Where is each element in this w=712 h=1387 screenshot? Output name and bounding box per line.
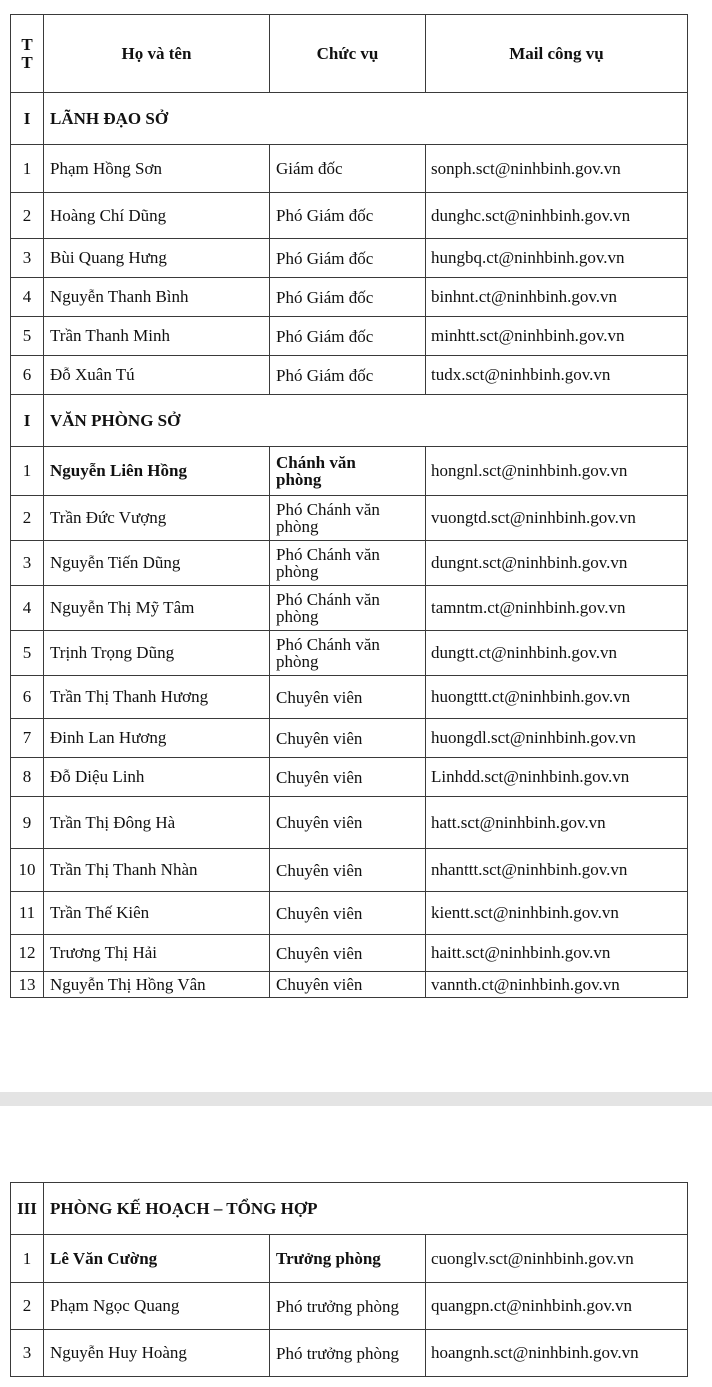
staff-position (270, 676, 426, 719)
staff-position (270, 849, 426, 892)
table-row (11, 676, 688, 719)
row-number-text: 1 (22, 1248, 32, 1268)
staff-mail-text: hoangnh.sct@ninhbinh.gov.vn (431, 1343, 639, 1362)
staff-mail-text: minhtt.sct@ninhbinh.gov.vn (431, 326, 625, 345)
row-number-text: 2 (22, 1296, 32, 1315)
row-number (11, 239, 44, 278)
row-number-text: 11 (18, 903, 36, 922)
staff-mail (426, 239, 688, 278)
staff-mail (426, 1330, 688, 1377)
staff-mail-text: huongttt.ct@ninhbinh.gov.vn (431, 687, 631, 706)
staff-name-text: Đỗ Xuân Tú (50, 365, 135, 384)
staff-mail (426, 892, 688, 935)
staff-mail (426, 719, 688, 758)
staff-mail-text: kientt.sct@ninhbinh.gov.vn (431, 903, 619, 922)
staff-mail (426, 797, 688, 849)
staff-name-text: Trần Thị Thanh Nhàn (50, 860, 198, 879)
staff-position (270, 1330, 426, 1377)
staff-position (270, 935, 426, 972)
table-row (11, 935, 688, 972)
staff-name-text: Trương Thị Hải (50, 943, 157, 962)
row-number (11, 849, 44, 892)
table-row (11, 356, 688, 395)
table-row (11, 239, 688, 278)
row-number (11, 1283, 44, 1330)
staff-name-text: Bùi Quang Hưng (50, 248, 167, 267)
table-row (11, 496, 688, 541)
staff-name (44, 1283, 270, 1330)
staff-name-text: Trịnh Trọng Dũng (50, 643, 175, 662)
staff-position-text: Phó Chánh văn phòng (276, 635, 380, 671)
staff-position-text: Phó Giám đốc (276, 326, 374, 346)
staff-table (10, 1182, 688, 1377)
staff-name-text: Trần Đức Vượng (50, 508, 167, 527)
table-row (11, 586, 688, 631)
staff-mail (426, 317, 688, 356)
staff-mail (426, 849, 688, 892)
staff-mail-text: hongnl.sct@ninhbinh.gov.vn (431, 461, 628, 480)
staff-mail-text: tudx.sct@ninhbinh.gov.vn (431, 365, 611, 384)
staff-name (44, 719, 270, 758)
row-number (11, 541, 44, 586)
staff-position-text: Phó Chánh văn phòng (276, 590, 380, 626)
staff-name (44, 676, 270, 719)
staff-name (44, 145, 270, 193)
staff-mail-text: haitt.sct@ninhbinh.gov.vn (431, 943, 611, 962)
header-position: Chức vụ (270, 15, 426, 93)
table-row (11, 719, 688, 758)
staff-position (270, 239, 426, 278)
section-number: III (11, 1183, 44, 1235)
table-row (11, 1283, 688, 1330)
row-number-text: 1 (22, 158, 32, 178)
staff-position-text: Chuyên viên (276, 860, 363, 880)
staff-name (44, 972, 270, 998)
table-row (11, 145, 688, 193)
staff-mail (426, 193, 688, 239)
staff-position-text: Chuyên viên (276, 767, 363, 787)
table-row (11, 892, 688, 935)
section-number: I (11, 93, 44, 145)
staff-position (270, 586, 426, 631)
staff-name (44, 193, 270, 239)
table-row (11, 849, 688, 892)
staff-name (44, 317, 270, 356)
row-number-text: 8 (22, 767, 32, 786)
staff-mail-text: Linhdd.sct@ninhbinh.gov.vn (431, 767, 630, 786)
staff-name-text: Lê Văn Cường (50, 1248, 158, 1268)
row-number (11, 278, 44, 317)
staff-position (270, 317, 426, 356)
row-number-text: 3 (22, 248, 32, 267)
section-row (11, 93, 688, 145)
staff-mail (426, 145, 688, 193)
row-number (11, 586, 44, 631)
staff-name-text: Nguyễn Liên Hồng (50, 461, 187, 480)
staff-mail (426, 586, 688, 631)
staff-position (270, 1235, 426, 1283)
staff-name (44, 935, 270, 972)
table-row (11, 447, 688, 496)
row-number (11, 1235, 44, 1283)
staff-position-text: Giám đốc (276, 159, 343, 178)
staff-mail-text: quangpn.ct@ninhbinh.gov.vn (431, 1296, 633, 1315)
header-tt: T T (11, 15, 44, 93)
row-number (11, 892, 44, 935)
staff-name-text: Nguyễn Thị Mỹ Tâm (50, 598, 195, 617)
staff-mail-text: dunghc.sct@ninhbinh.gov.vn (431, 205, 631, 225)
staff-name (44, 586, 270, 631)
staff-name (44, 356, 270, 395)
staff-mail (426, 496, 688, 541)
staff-mail (426, 447, 688, 496)
staff-position (270, 145, 426, 193)
section-row (11, 1183, 688, 1235)
staff-position-text: Chuyên viên (276, 943, 363, 963)
staff-name (44, 1330, 270, 1377)
table-row (11, 1235, 688, 1283)
header-name: Họ và tên (44, 15, 270, 93)
row-number (11, 145, 44, 193)
staff-position (270, 278, 426, 317)
staff-position (270, 356, 426, 395)
page-separator (0, 1092, 712, 1106)
staff-mail (426, 758, 688, 797)
row-number-text: 6 (22, 687, 32, 706)
row-number (11, 797, 44, 849)
staff-name (44, 631, 270, 676)
staff-name (44, 278, 270, 317)
row-number-text: 12 (18, 943, 36, 962)
row-number-text: 3 (22, 1343, 32, 1362)
staff-name (44, 1235, 270, 1283)
staff-position-text: Phó Chánh văn phòng (276, 500, 380, 536)
table-row (11, 541, 688, 586)
staff-name-text: Trần Thị Đông Hà (50, 812, 176, 832)
staff-mail (426, 541, 688, 586)
row-number (11, 631, 44, 676)
staff-position-text: Phó trưởng phòng (276, 1296, 400, 1316)
staff-mail-text: hungbq.ct@ninhbinh.gov.vn (431, 248, 625, 267)
staff-position (270, 758, 426, 797)
row-number (11, 972, 44, 998)
staff-name (44, 892, 270, 935)
staff-name (44, 447, 270, 496)
row-number-text: 3 (22, 553, 32, 572)
row-number-text: 5 (22, 643, 32, 662)
staff-mail-text: dungnt.sct@ninhbinh.gov.vn (431, 553, 628, 572)
row-number-text: 5 (22, 326, 32, 345)
staff-mail-text: huongdl.sct@ninhbinh.gov.vn (431, 728, 636, 747)
section-title: VĂN PHÒNG SỞ (44, 395, 688, 447)
table-row (11, 317, 688, 356)
staff-name-text: Phạm Hồng Sơn (50, 158, 162, 178)
staff-mail (426, 631, 688, 676)
row-number-text: 4 (22, 598, 32, 617)
staff-position (270, 496, 426, 541)
staff-position-text: Trưởng phòng (276, 1249, 381, 1268)
staff-position-text: Chuyên viên (276, 728, 363, 748)
staff-table (10, 14, 688, 998)
staff-position (270, 1283, 426, 1330)
staff-position-text: Chuyên viên (276, 813, 363, 832)
table-row (11, 278, 688, 317)
staff-position (270, 719, 426, 758)
section-number: I (11, 395, 44, 447)
staff-name-text: Nguyễn Huy Hoàng (50, 1343, 187, 1362)
section-row (11, 395, 688, 447)
table-row (11, 631, 688, 676)
row-number (11, 719, 44, 758)
staff-position-text: Chuyên viên (276, 903, 363, 923)
staff-position-text: Phó Chánh văn phòng (276, 545, 380, 581)
document-page-2 (0, 1106, 712, 1387)
staff-name-text: Nguyễn Thanh Bình (50, 287, 189, 306)
row-number-text: 2 (22, 205, 32, 225)
staff-position-text: Phó Giám đốc (276, 248, 374, 268)
staff-name-text: Trần Thị Thanh Hương (50, 687, 209, 706)
staff-name-text: Trần Thanh Minh (50, 326, 170, 345)
staff-position-text: Phó Giám đốc (276, 365, 374, 385)
staff-name (44, 541, 270, 586)
staff-position-text: Chánh văn phòng (276, 453, 356, 489)
staff-mail-text: nhanttt.sct@ninhbinh.gov.vn (431, 860, 628, 879)
header-mail: Mail công vụ (426, 15, 688, 93)
row-number-text: 4 (22, 287, 32, 306)
table-row (11, 1330, 688, 1377)
row-number (11, 447, 44, 496)
staff-position (270, 541, 426, 586)
row-number-text: 10 (18, 860, 36, 879)
staff-position (270, 797, 426, 849)
staff-mail-text: sonph.sct@ninhbinh.gov.vn (431, 158, 621, 178)
table-row (11, 193, 688, 239)
row-number-text: 2 (22, 508, 32, 527)
staff-name-text: Nguyễn Thị Hồng Vân (50, 974, 206, 994)
staff-position (270, 972, 426, 998)
row-number-text: 7 (22, 728, 32, 747)
staff-mail-text: vuongtd.sct@ninhbinh.gov.vn (431, 508, 636, 527)
staff-mail-text: tamntm.ct@ninhbinh.gov.vn (431, 598, 626, 617)
staff-mail (426, 356, 688, 395)
staff-mail-text: vannth.ct@ninhbinh.gov.vn (431, 974, 620, 994)
row-number (11, 1330, 44, 1377)
staff-position-text: Phó Giám đốc (276, 206, 374, 225)
staff-position-text: Phó Giám đốc (276, 287, 374, 307)
staff-mail-text: hatt.sct@ninhbinh.gov.vn (431, 812, 606, 832)
staff-name (44, 849, 270, 892)
table-header-row (11, 15, 688, 93)
staff-position (270, 447, 426, 496)
staff-name-text: Đỗ Diệu Linh (50, 767, 145, 786)
row-number-text: 1 (22, 461, 32, 480)
staff-mail-text: cuonglv.sct@ninhbinh.gov.vn (431, 1248, 634, 1268)
staff-name-text: Đinh Lan Hương (50, 728, 167, 747)
staff-mail (426, 1235, 688, 1283)
table-row (11, 758, 688, 797)
table-row (11, 972, 688, 998)
staff-position (270, 892, 426, 935)
staff-name-text: Trần Thế Kiên (50, 903, 150, 922)
staff-position-text: Chuyên viên (276, 687, 363, 707)
section-title: PHÒNG KẾ HOẠCH – TỔNG HỢP (44, 1183, 688, 1235)
row-number (11, 676, 44, 719)
staff-mail (426, 972, 688, 998)
staff-mail (426, 935, 688, 972)
staff-mail (426, 278, 688, 317)
section-title: LÃNH ĐẠO SỞ (44, 93, 688, 145)
staff-name (44, 239, 270, 278)
staff-position (270, 631, 426, 676)
staff-name (44, 758, 270, 797)
staff-name-text: Nguyễn Tiến Dũng (50, 553, 181, 572)
row-number (11, 356, 44, 395)
staff-mail-text: dungtt.ct@ninhbinh.gov.vn (431, 643, 617, 662)
row-number (11, 758, 44, 797)
staff-name (44, 797, 270, 849)
row-number-text: 9 (22, 812, 32, 832)
staff-name (44, 496, 270, 541)
staff-name-text: Phạm Ngọc Quang (50, 1296, 180, 1315)
staff-mail-text: binhnt.ct@ninhbinh.gov.vn (431, 287, 617, 306)
staff-position-text: Phó trưởng phòng (276, 1343, 400, 1363)
staff-name-text: Hoàng Chí Dũng (50, 205, 167, 225)
row-number-text: 6 (22, 365, 32, 384)
table-row (11, 797, 688, 849)
staff-mail (426, 676, 688, 719)
staff-position-text: Chuyên viên (276, 975, 363, 994)
staff-position (270, 193, 426, 239)
staff-mail (426, 1283, 688, 1330)
row-number (11, 935, 44, 972)
row-number-text: 13 (18, 974, 36, 994)
row-number (11, 193, 44, 239)
row-number (11, 496, 44, 541)
row-number (11, 317, 44, 356)
